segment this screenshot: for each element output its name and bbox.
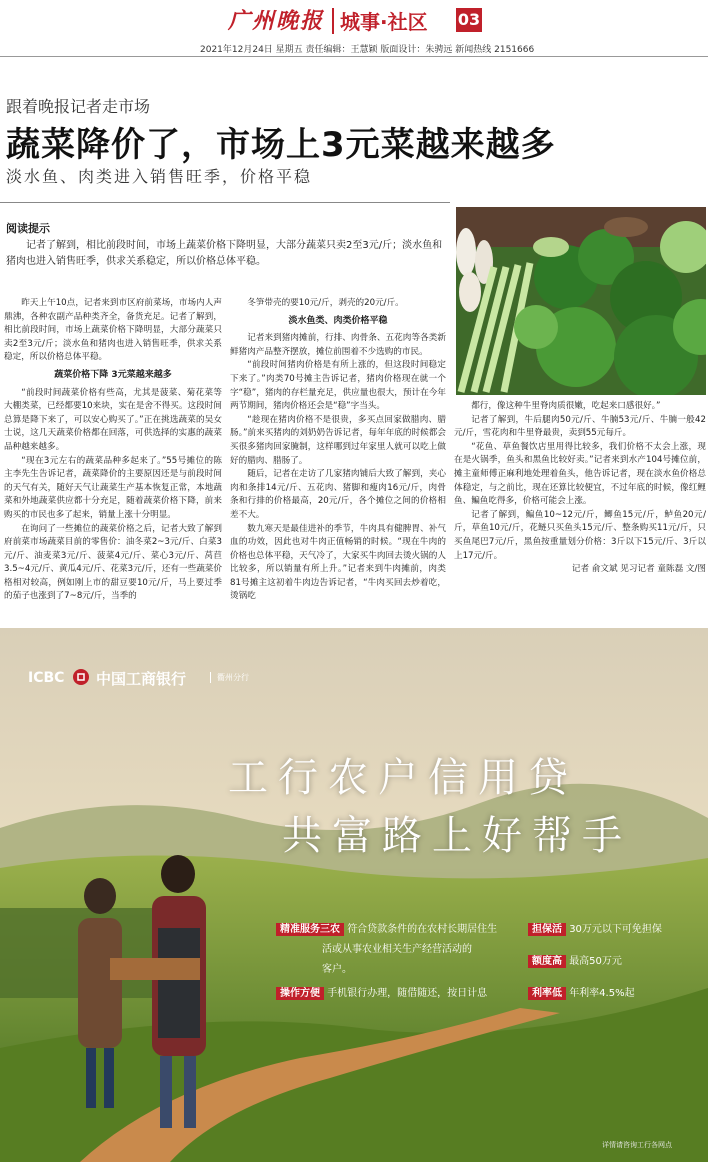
ad-text-amount: 最高50万元 <box>569 956 622 967</box>
article-subhead: 淡水鱼、肉类进入销售旺季，价格平稳 <box>6 167 313 186</box>
ad-feature-precise <box>276 920 497 940</box>
ad-text-precise-line2: 活或从事农业相关生产经营活动的 <box>322 944 472 955</box>
paragraph: “前段时间猪肉价格是有所上涨的，但这段时间稳定下来了。”肉类70号摊主告诉记者，猪肉价格现在就一个字“稳”，猪肉的存栏量充足，供应量也很大，预计在今年两节期间，猪肉价格还会是“稳”字当头。 <box>230 360 446 412</box>
ad-tag-amount: 额度高 <box>528 955 566 968</box>
paragraph: “趁现在猪肉价格不是很贵，多买点回家做腊肉、腊肠。”前来买猪肉的刘奶奶告诉记者，每年年底的时候都会买很多猪肉回家腌制，这样哪到过年家里人就可以吃上做好的腊肉、腊肠了。 <box>230 414 446 466</box>
bank-branch: 衢州分行 <box>210 672 249 683</box>
article-column-3 <box>454 400 706 627</box>
bank-name: 中国工商银行 <box>96 670 187 688</box>
ad-tag-precise: 精准服务三农 <box>276 923 344 936</box>
section-subheading: 蔬菜价格下降 3元菜越来越多 <box>54 369 172 380</box>
paper-name: 广州晚报 <box>228 8 325 34</box>
ad-feature-rate <box>528 984 635 1004</box>
page-number-badge: 03 <box>456 8 482 32</box>
masthead-divider <box>332 8 334 34</box>
section-name: 城事·社区 <box>340 10 428 34</box>
ad-tag-rate: 利率低 <box>528 987 566 1000</box>
ad-text-precise-line3: 客户。 <box>322 964 352 975</box>
article-column-1 <box>4 297 222 627</box>
summary-title: 阅读提示 <box>6 222 50 235</box>
ad-slogan-line-2: 共富路上好帮手 <box>282 813 632 859</box>
dateline: 2021年12月24日 星期五 责任编辑：王慧颖 版面设计：朱骋远 新闻热线 2151666 <box>200 45 535 55</box>
ad-slogan-line-1: 工行农户信用贷 <box>228 755 578 801</box>
paragraph: 记者来到猪肉摊前，行排、肉骨条、五花肉等各类新鲜猪肉产品整齐摆放，摊位前围着不少选购的市民。 <box>230 333 446 357</box>
ad-text-precise: 符合贷款条件的在农村长期居住生 <box>347 924 498 935</box>
paragraph: 记者了解到，鳊鱼10~12元/斤，鲫鱼15元/斤，鲈鱼20元/斤，草鱼10元/斤，花鲢只买鱼头15元/斤、整条购买11元/斤，只买鱼尾巴7元/斤，黑鱼按重量划分价格：3斤以下15元/斤、3斤以上17元/斤。 <box>454 509 706 561</box>
article-byline: 记者 俞文斌 见习记者 童陈磊 文/图 <box>571 564 706 575</box>
vegetable-photo-illustration <box>456 207 706 395</box>
icbc-advertisement <box>0 628 708 1162</box>
headline-rule <box>0 202 450 203</box>
vegetable-photo <box>456 207 706 395</box>
ad-feature-easy <box>276 984 487 1004</box>
article-column-2 <box>230 297 446 627</box>
article-kicker: 跟着晚报记者走市场 <box>6 97 151 116</box>
paragraph: “花鱼、草鱼餐饮店里用得比较多，我们价格不太会上涨，现在是火锅季，鱼头和黑鱼比较好卖。”记者来到水产104号摊位前，摊主童师傅正麻利地处理着鱼头，他告诉记者，现在淡水鱼价格总体稳定，与之前比，现在还算比较便宜，不过年底的时候，像红鲤鱼、鳊鱼吃得多，价格可能会上涨。 <box>454 441 706 507</box>
masthead <box>0 0 708 56</box>
ad-tag-easy: 操作方便 <box>276 987 324 1000</box>
ad-tag-guarantee: 担保活 <box>528 923 566 936</box>
ad-feature-guarantee <box>528 920 662 940</box>
article-headline: 蔬菜降价了，市场上3元菜越来越多 <box>6 125 556 165</box>
paragraph: “前段时间蔬菜价格有些高，尤其是菠菜、菊花菜等大棚类菜，已经都要10来块，实在是舍不得买。这段时间总算是降下来了，可以安心购买了。”正在挑选蔬菜的吴女士说，这几天蔬菜价格都在回落，可供选择的实惠的蔬菜品种越来越多。 <box>4 387 222 452</box>
ad-feature-amount <box>528 952 622 972</box>
paragraph: 昨天上午10点，记者来到市区府前菜场，市场内人声鼎沸，各种农副产品种类齐全，备货充足。记者了解到，相比前段时间，市场上蔬菜价格下降明显，大部分蔬菜只卖2至3元/斤；淡水鱼和猪肉也进入销售旺季，供求关系稳定，所以价格总体平稳。 <box>4 298 222 363</box>
paragraph: “现在3元左右的蔬菜品种多起来了。”55号摊位的陈主李先生告诉记者，蔬菜降价的主要原因还是与前段时间的天气有关，随好天气让蔬菜生产基本恢复正常，本地蔬菜和外地蔬菜供应都十分充足，随着蔬菜价格下降，前来购买的市民也多了起来，销量上涨十分明显。 <box>4 455 222 520</box>
ad-text-guarantee: 30万元以下可免担保 <box>569 924 662 935</box>
ad-background-illustration <box>0 628 708 1162</box>
paragraph: 冬笋带壳的要10元/斤，剥壳的20元/斤。 <box>247 298 404 308</box>
paragraph: 随后，记者在走访了几家猪肉铺后大致了解到，夹心肉和条排14元/斤、五花肉、猪脚和瘦肉16元/斤，肉骨条和行排的价格最高，20元/斤，各个摊位之间的价格相差不大。 <box>230 469 446 520</box>
ad-text-easy: 手机银行办理，随借随还，按日计息 <box>327 988 488 999</box>
paragraph: 数九寒天是最佳进补的季节，牛肉具有健脾胃、补气血的功效，因此也对牛肉正值畅销的时候。“现在牛肉的价格也总体平稳，天气冷了，大家买牛肉回去烫火锅的人比较多，所以销量有所上升。”记者来到牛肉摊前，肉类81号摊主这初着牛肉边告诉记者，“牛肉买回去炒着吃，烫锅吃 <box>230 523 446 602</box>
svg-text:ICBC: ICBC <box>28 670 65 686</box>
icbc-logo-icon <box>28 666 72 688</box>
paragraph: 记者了解到，牛后腿肉50元/斤、牛腩53元/斤、牛腩一般42元/斤，雪花肉和牛里脊最贵，卖到55元每斤。 <box>454 414 706 439</box>
paragraph: 都行，像这种牛里脊肉质很嫩，吃起来口感很好。” <box>471 401 661 411</box>
ad-footnote: 详情请咨询工行各网点 <box>602 1141 672 1149</box>
paragraph: 在询问了一些摊位的蔬菜价格之后，记者大致了解到府前菜市场蔬菜目前的零售价：油冬菜2~3元/斤、白菜3元/斤、油麦菜3元/斤、菠菜4元/斤、菜心3元/斤、莴苣3.5~4元/斤、黄瓜4元/斤、花菜3元/斤，还有一些蔬菜价格相对较高，例如刚上市的甜豆要10元/斤，马上要过季的茄子也涨到了7~8元/斤，当季的 <box>4 523 222 602</box>
summary-text: 记者了解到，相比前段时间，市场上蔬菜价格下降明显，大部分蔬菜只卖2至3元/斤；淡水鱼和猪肉也进入销售旺季，供求关系稳定，所以价格总体平稳。 <box>6 240 443 267</box>
masthead-rule <box>0 56 708 57</box>
icbc-emblem-icon <box>72 668 90 690</box>
icbc-logo <box>28 666 72 692</box>
ad-text-rate: 年利率4.5%起 <box>569 988 635 999</box>
section-subheading: 淡水鱼类、肉类价格平稳 <box>288 315 388 326</box>
